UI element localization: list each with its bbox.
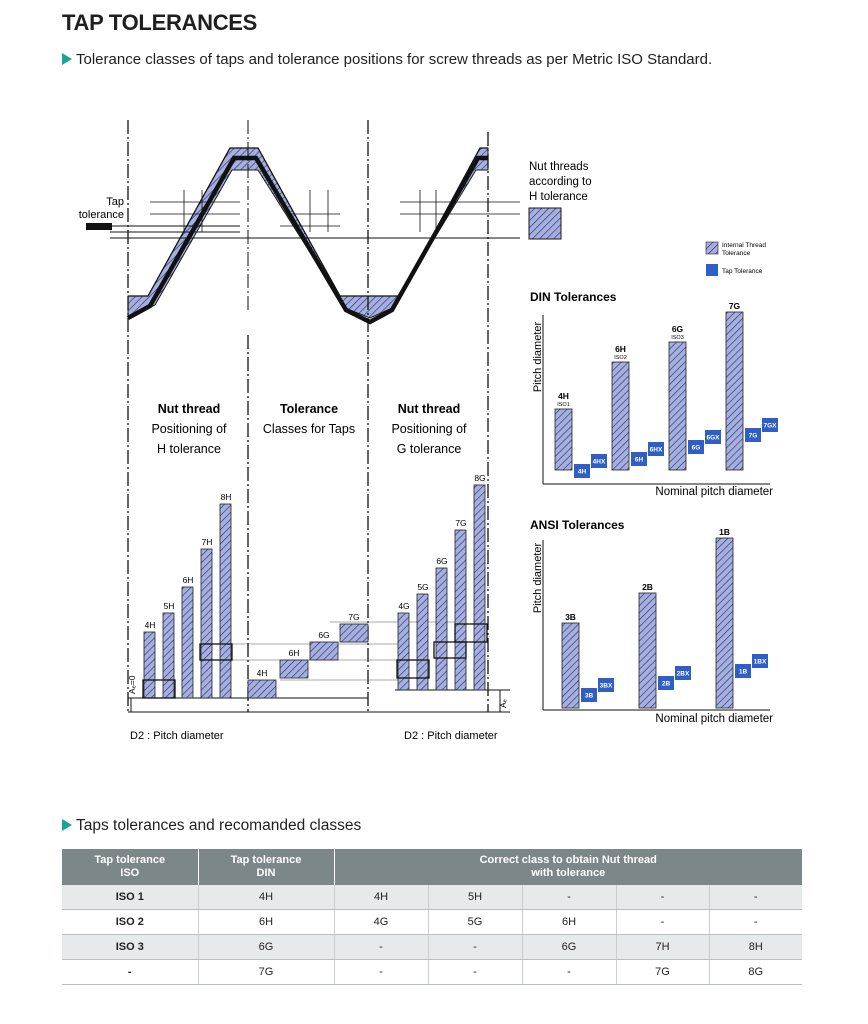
tap-bar-6g — [310, 642, 338, 660]
din-tap-label: 7G — [748, 432, 758, 440]
table-row-header: - — [62, 960, 198, 985]
bar-4h — [144, 632, 155, 698]
table-cell: - — [522, 960, 616, 985]
ansi-internal-bar — [716, 538, 733, 708]
din-internal-label: 4H — [558, 391, 569, 401]
table-cell: - — [428, 935, 522, 960]
din-internal-label: 6G — [671, 324, 684, 334]
tap-tolerance-mark — [86, 223, 112, 230]
ansi-tap-label: 2B — [661, 680, 671, 688]
table-row-header: ISO 1 — [62, 885, 198, 910]
nut-legend-swatch — [529, 208, 561, 239]
tap-bar-4h — [248, 680, 276, 698]
legend-tap-swatch — [706, 264, 718, 276]
col3-line3: G tolerance — [396, 442, 462, 456]
ae-right-label: Aₑ — [498, 699, 508, 708]
tap-tolerance-label-1: Tap — [106, 196, 124, 208]
tolerance-table — [62, 849, 802, 985]
table-cell: 7H — [616, 935, 709, 960]
table-cell: 4G — [334, 910, 428, 935]
label-7h: 7H — [201, 537, 213, 547]
positioning-bars — [127, 473, 510, 742]
tolerance-legend — [706, 242, 766, 276]
col1-line3: H tolerance — [157, 442, 221, 456]
din-tap-label: 6HX — [649, 446, 663, 454]
nut-legend-1: Nut threads — [529, 161, 589, 173]
din-tap-label: 6G — [691, 444, 701, 452]
din-iso-label: ISO2 — [614, 355, 627, 361]
ansi-internal-label: 2B — [642, 582, 653, 592]
ansi-internal-label: 3B — [565, 612, 576, 622]
din-tap-label: 6GX — [706, 434, 720, 442]
col1-head: Nut thread — [157, 402, 221, 416]
col1-line2: Positioning of — [151, 422, 227, 436]
label-5h: 5H — [163, 601, 175, 611]
label-5g: 5G — [417, 582, 429, 592]
label-4g: 4G — [398, 601, 410, 611]
table-cell: 8H — [709, 935, 802, 960]
din-internal-label: 7G — [728, 301, 741, 311]
din-tap-label: 6H — [634, 456, 644, 464]
table-header-row — [62, 849, 802, 885]
ansi-tap-label: 1BX — [753, 658, 767, 666]
nut-legend-3: H tolerance — [529, 191, 588, 203]
table-cell: - — [709, 910, 802, 935]
din-chart-title: DIN Tolerances — [530, 290, 617, 304]
ansi-internal-bar — [562, 623, 579, 708]
label-tap-6h: 6H — [288, 648, 300, 658]
table-cell: 5H — [428, 885, 522, 910]
din-iso-label: ISO1 — [557, 402, 570, 408]
col2-line2: Classes for Taps — [262, 422, 356, 436]
label-6g: 6G — [436, 556, 448, 566]
table-row-header: ISO 3 — [62, 935, 198, 960]
table-cell: 6H — [522, 910, 616, 935]
table-row — [62, 910, 802, 935]
ansi-internal-bar — [639, 593, 656, 708]
ansi-internal-label: 1B — [719, 527, 730, 537]
header-correct-class: Correct class to obtain Nut thread with tolerance — [334, 849, 802, 885]
label-8h: 8H — [220, 492, 232, 502]
din-chart — [530, 290, 778, 498]
din-internal-bar — [555, 409, 572, 470]
din-tap-label: 4HX — [592, 458, 606, 466]
tap-bar-7g — [340, 624, 368, 642]
d2-left-label: D2 : Pitch diameter — [130, 730, 224, 742]
label-tap-6g: 6G — [318, 630, 330, 640]
legend-internal-1: Internal Thread — [722, 242, 766, 249]
legend-internal-swatch — [706, 242, 718, 254]
label-tap-4h: 4H — [256, 668, 268, 678]
table-cell: - — [616, 885, 709, 910]
page-title: TAP TOLERANCES — [62, 10, 258, 35]
thread-profile — [79, 120, 592, 712]
tap-bar-6h — [280, 660, 308, 678]
label-7g: 7G — [455, 518, 467, 528]
bar-6g — [436, 568, 447, 690]
table-cell: 5G — [428, 910, 522, 935]
subtitle-text: Tolerance classes of taps and tolerance positions for screw threads as per Metric ISO Standard. — [76, 51, 713, 68]
d2-right-label: D2 : Pitch diameter — [404, 730, 498, 742]
bar-7g — [455, 530, 466, 690]
label-tap-7g: 7G — [348, 612, 360, 622]
bar-7h — [201, 549, 212, 698]
table-cell: 6G — [522, 935, 616, 960]
bar-5g — [417, 594, 428, 690]
legend-tap-text: Tap Tolerance — [722, 268, 763, 275]
table-cell: - — [334, 935, 428, 960]
table-cell: 7G — [198, 960, 334, 985]
ansi-tap-label: 3BX — [599, 682, 613, 690]
table-cell: 6G — [198, 935, 334, 960]
table-cell: 6H — [198, 910, 334, 935]
ansi-xlabel: Nominal pitch diameter — [655, 713, 773, 725]
table-cell: - — [709, 885, 802, 910]
nut-legend-2: according to — [529, 176, 592, 188]
din-internal-label: 6H — [615, 344, 626, 354]
table-cell: 4H — [334, 885, 428, 910]
legend-internal-2: Tolerance — [722, 250, 751, 257]
bar-6h — [182, 587, 193, 698]
ae-left-label: Aₑ=0 — [127, 675, 137, 694]
ansi-ylabel: Pitch diameter — [532, 542, 544, 614]
table-row — [62, 960, 802, 985]
col3-line2: Positioning of — [391, 422, 467, 436]
table-cell: - — [522, 885, 616, 910]
bar-5h — [163, 613, 174, 698]
col2-head: Tolerance — [279, 402, 339, 416]
col3-head: Nut thread — [397, 402, 461, 416]
din-iso-label: ISO3 — [671, 335, 684, 341]
table-cell: - — [428, 960, 522, 985]
table-row — [62, 885, 802, 910]
din-internal-bar — [612, 362, 629, 470]
label-4h: 4H — [144, 620, 156, 630]
din-tap-label: 4H — [577, 468, 587, 476]
ansi-chart-title: ANSI Tolerances — [530, 518, 625, 532]
table-cell: - — [334, 960, 428, 985]
ansi-tap-label: 2BX — [676, 670, 690, 678]
label-8g: 8G — [474, 473, 486, 483]
header-din: Tap tolerance DIN — [198, 849, 334, 885]
din-tap-label: 7GX — [763, 422, 777, 430]
din-internal-bar — [669, 342, 686, 470]
section-title — [62, 817, 361, 835]
bar-8h — [220, 504, 231, 698]
ansi-tap-label: 1B — [738, 668, 748, 676]
bar-8g — [474, 485, 485, 690]
din-ylabel: Pitch diameter — [532, 321, 544, 393]
din-internal-bar — [726, 312, 743, 470]
table-cell: 8G — [709, 960, 802, 985]
ansi-tap-label: 3B — [584, 692, 594, 700]
label-6h: 6H — [182, 575, 194, 585]
triangle-bullet-icon — [62, 819, 72, 831]
table-row-header: ISO 2 — [62, 910, 198, 935]
header-iso: Tap tolerance ISO — [62, 849, 198, 885]
ansi-chart — [530, 518, 773, 725]
table-cell: - — [616, 910, 709, 935]
table-cell: 4H — [198, 885, 334, 910]
section-title-text: Taps tolerances and recomanded classes — [76, 817, 362, 834]
positioning-headers — [151, 402, 467, 456]
din-xlabel: Nominal pitch diameter — [655, 486, 773, 498]
tap-tolerance-label-2: tolerance — [78, 209, 124, 221]
table-row — [62, 935, 802, 960]
table-cell: 7G — [616, 960, 709, 985]
